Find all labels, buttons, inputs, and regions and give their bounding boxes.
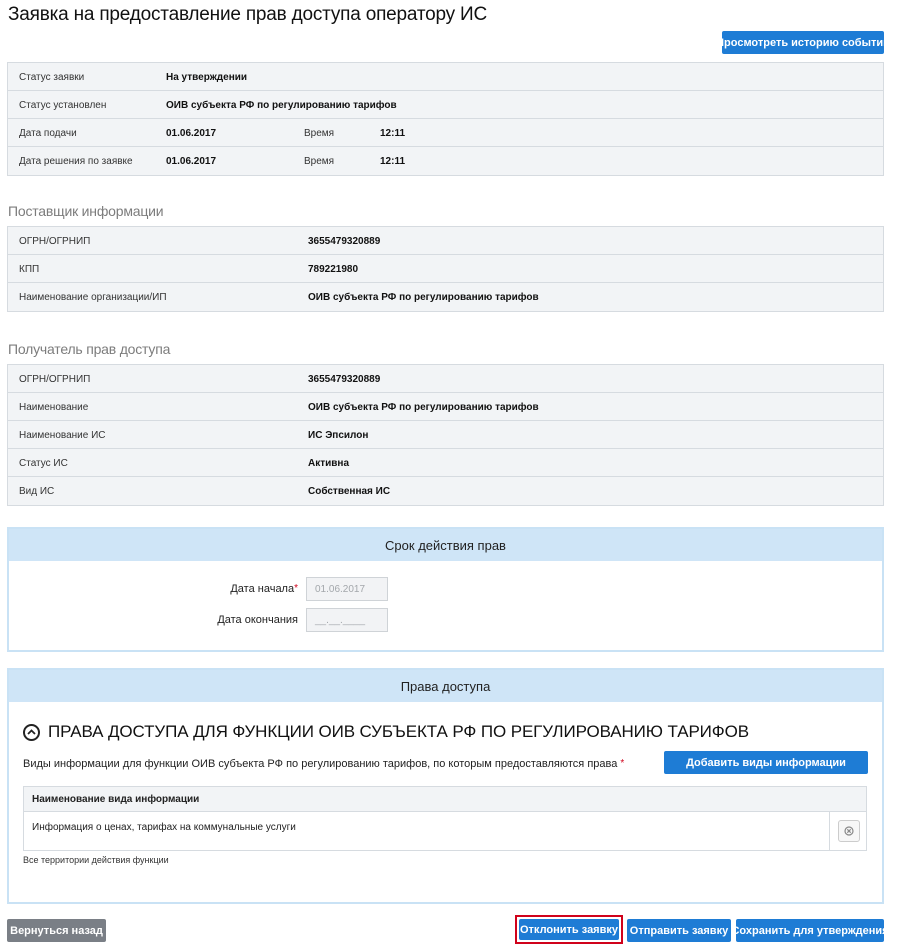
end-date-input[interactable]: __.__.____	[306, 608, 388, 632]
supplier-section-title: Поставщик информации	[8, 203, 164, 219]
status-table	[7, 62, 884, 176]
rights-panel-title: Права доступа	[9, 670, 882, 702]
decision-time-value: 12:11	[380, 156, 406, 167]
recipient-name-label: Наименование	[19, 402, 89, 413]
back-button[interactable]: Вернуться назад	[7, 919, 106, 942]
recipient-table	[7, 364, 884, 506]
supplier-ogrn-row	[8, 227, 883, 255]
supplier-ogrn-label: ОГРН/ОГРНИП	[19, 236, 91, 247]
info-kinds-label-text: Виды информации для функции ОИВ субъекта РФ по регулированию тарифов, по которым предоставляются права	[23, 758, 618, 770]
decision-date-row	[8, 147, 883, 175]
status-set-label: Статус установлен	[19, 100, 107, 111]
start-date-input[interactable]: 01.06.2017	[306, 577, 388, 601]
recipient-ogrn-value: 3655479320889	[308, 374, 381, 385]
status-label: Статус заявки	[19, 72, 85, 83]
save-for-approval-button[interactable]: Сохранить для утверждения	[736, 919, 884, 942]
territory-note: Все территории действия функции	[23, 855, 169, 865]
view-history-button[interactable]: Просмотреть историю событий	[722, 31, 884, 54]
start-date-label	[230, 583, 298, 595]
rights-function-header[interactable]	[23, 722, 749, 742]
status-set-row	[8, 91, 883, 119]
cell-divider	[829, 812, 830, 850]
recipient-is-type-label: Вид ИС	[19, 486, 55, 497]
recipient-name-row	[8, 393, 883, 421]
remove-button[interactable]	[838, 820, 860, 842]
status-value: На утверждении	[166, 72, 248, 83]
info-kinds-label	[23, 758, 624, 770]
decision-date-label: Дата решения по заявке	[19, 156, 133, 167]
supplier-name-label: Наименование организации/ИП	[19, 292, 167, 303]
supplier-name-value: ОИВ субъекта РФ по регулированию тарифов	[308, 292, 539, 303]
info-kind-name: Информация о ценах, тарифах на коммунальные услуги	[32, 822, 296, 833]
chevron-up-icon[interactable]	[23, 724, 40, 741]
page-title: Заявка на предоставление прав доступа оператору ИС	[8, 4, 488, 25]
add-info-kinds-button[interactable]: Добавить виды информации	[664, 751, 868, 774]
recipient-name-value: ОИВ субъекта РФ по регулированию тарифов	[308, 402, 539, 413]
rights-function-title: ПРАВА ДОСТУПА ДЛЯ ФУНКЦИИ ОИВ СУБЪЕКТА РФ ПО РЕГУЛИРОВАНИЮ ТАРИФОВ	[48, 722, 749, 741]
validity-panel-title: Срок действия прав	[9, 529, 882, 561]
submit-date-label: Дата подачи	[19, 128, 77, 139]
supplier-kpp-label: КПП	[19, 264, 40, 275]
submit-date-row	[8, 119, 883, 147]
end-date-label: Дата окончания	[217, 614, 298, 626]
table-row	[24, 812, 866, 850]
decision-date-value: 01.06.2017	[166, 156, 217, 167]
decision-time-label: Время	[304, 156, 335, 167]
submit-date-value: 01.06.2017	[166, 128, 217, 139]
status-set-value: ОИВ субъекта РФ по регулированию тарифов	[166, 100, 397, 111]
recipient-is-status-label: Статус ИС	[19, 458, 68, 469]
validity-panel	[7, 527, 884, 652]
supplier-table	[7, 226, 884, 312]
supplier-kpp-value: 789221980	[308, 264, 359, 275]
supplier-ogrn-value: 3655479320889	[308, 236, 381, 247]
recipient-is-name-label: Наименование ИС	[19, 430, 106, 441]
required-mark: *	[620, 758, 625, 769]
recipient-is-status-value: Активна	[308, 458, 350, 469]
supplier-name-row	[8, 283, 883, 311]
recipient-ogrn-row	[8, 365, 883, 393]
recipient-is-type-value: Собственная ИС	[308, 486, 391, 497]
rights-panel	[7, 668, 884, 904]
recipient-is-name-value: ИС Эпсилон	[308, 430, 369, 441]
submit-time-label: Время	[304, 128, 335, 139]
info-kinds-table	[23, 786, 867, 851]
send-button[interactable]: Отправить заявку	[627, 919, 731, 942]
recipient-is-type-row	[8, 477, 883, 505]
remove-icon	[844, 826, 854, 836]
recipient-is-status-row	[8, 449, 883, 477]
submit-time-value: 12:11	[380, 128, 406, 139]
status-row	[8, 63, 883, 91]
start-date-label-text: Дата начала	[230, 583, 295, 595]
required-mark: *	[294, 583, 298, 594]
recipient-ogrn-label: ОГРН/ОГРНИП	[19, 374, 91, 385]
recipient-is-name-row	[8, 421, 883, 449]
supplier-kpp-row	[8, 255, 883, 283]
info-kinds-table-header: Наименование вида информации	[24, 787, 866, 812]
reject-button[interactable]: Отклонить заявку	[519, 919, 619, 940]
recipient-section-title: Получатель прав доступа	[8, 341, 171, 357]
